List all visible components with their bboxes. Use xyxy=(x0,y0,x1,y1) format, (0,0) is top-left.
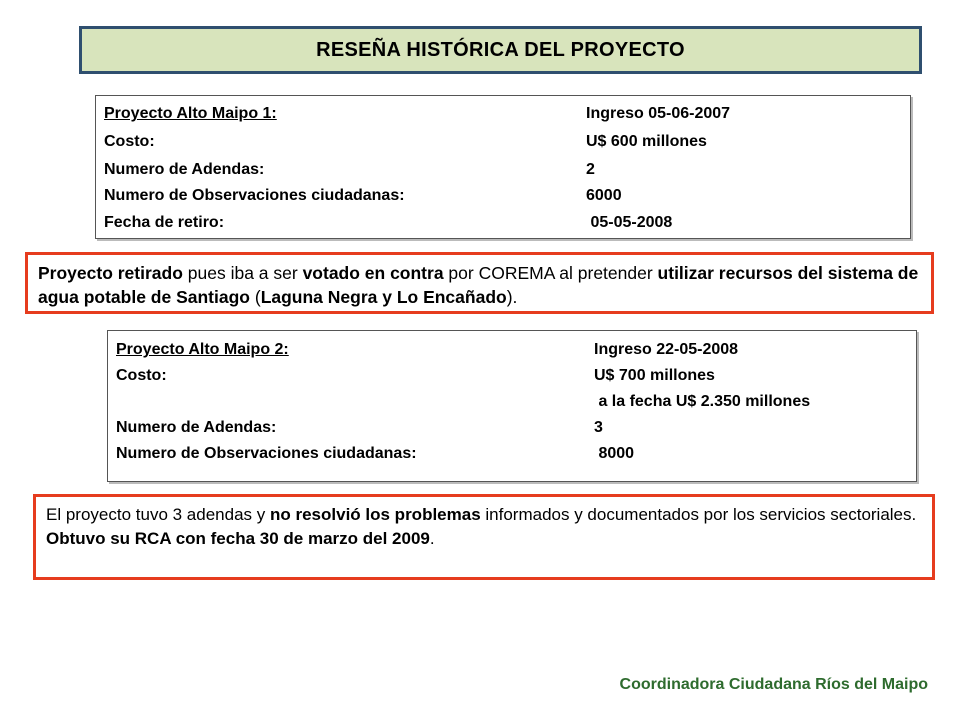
project1-box xyxy=(95,95,911,239)
project1-name-label: Proyecto Alto Maipo 1: xyxy=(104,105,277,122)
note2-s5: . xyxy=(429,529,435,548)
project1-adendas-value: 2 xyxy=(586,161,595,178)
project1-obs-label: Numero de Observaciones ciudadanas: xyxy=(104,187,405,204)
note2-s4: Obtuvo su RCA con fecha 30 de marzo del 2009 xyxy=(46,529,430,548)
retiro-note xyxy=(25,252,934,314)
page-title: RESEÑA HISTÓRICA DEL PROYECTO xyxy=(316,38,685,61)
note1-s3: votado en contra xyxy=(302,263,444,283)
project2-name-label: Proyecto Alto Maipo 2: xyxy=(116,341,289,358)
note1-s8: ). xyxy=(506,287,518,307)
note2-s3: informados y documentados por los servicios sectoriales. xyxy=(480,505,917,524)
project2-cost-label: Costo: xyxy=(116,367,167,384)
footer-credit: Coordinadora Ciudadana Ríos del Maipo xyxy=(619,676,928,693)
project1-adendas-label: Numero de Adendas: xyxy=(104,161,265,178)
project2-adendas-value: 3 xyxy=(594,419,603,436)
project2-name-value: Ingreso 22-05-2008 xyxy=(594,341,739,358)
note1-s2: pues iba a ser xyxy=(182,263,303,283)
note1-s5: utilizar recursos del sistema de agua potable de Santiago xyxy=(38,263,919,307)
project2-obs-label: Numero de Observaciones ciudadanas: xyxy=(116,445,417,462)
project1-retiro-value: 05-05-2008 xyxy=(586,214,673,231)
project1-cost-label: Costo: xyxy=(104,133,155,150)
project2-box xyxy=(107,330,917,482)
project2-cost-value2: a la fecha U$ 2.350 millones xyxy=(594,393,811,410)
project2-cost-value: U$ 700 millones xyxy=(594,367,715,384)
project2-obs-value: 8000 xyxy=(594,445,635,462)
project1-retiro-label: Fecha de retiro: xyxy=(104,214,225,231)
project1-cost-value: U$ 600 millones xyxy=(586,133,707,150)
project2-adendas-label: Numero de Adendas: xyxy=(116,419,277,436)
note1-s7: Laguna Negra y Lo Encañado xyxy=(260,287,507,307)
note1-s4: por COREMA al pretender xyxy=(443,263,658,283)
note1-s1: Proyecto retirado xyxy=(38,263,183,283)
project1-obs-value: 6000 xyxy=(586,187,622,204)
note2-s1: El proyecto tuvo 3 adendas y xyxy=(46,505,270,524)
project1-name-value: Ingreso 05-06-2007 xyxy=(586,105,731,122)
title-banner xyxy=(79,26,922,74)
rca-note xyxy=(33,494,935,580)
note2-s2: no resolvió los problemas xyxy=(269,505,481,524)
note1-s6: ( xyxy=(249,287,261,307)
